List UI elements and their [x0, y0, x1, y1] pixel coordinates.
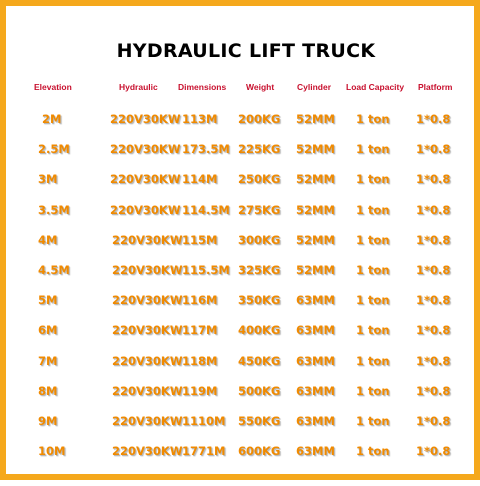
cell-elevation: 10M [38, 444, 66, 459]
cell-cylinder: 52MM [296, 142, 335, 157]
cell-dimensions: 1771M [182, 444, 226, 459]
cell-platform: 1*0.8 [416, 414, 451, 428]
cell-hydraulic: 220V30KW [110, 202, 181, 217]
cell-hydraulic: 220V30KW [110, 172, 181, 187]
cell-platform: 1*0.8 [416, 444, 451, 459]
cell-dimensions: 119M [182, 383, 218, 398]
header-cylinder: Cylinder [297, 82, 332, 92]
cell-dimensions: 116M [182, 293, 218, 308]
cell-elevation: 6M [38, 323, 58, 338]
cell-dimensions: 114M [182, 172, 218, 187]
cell-weight: 450KG [238, 353, 281, 368]
cell-weight: 550KG [238, 414, 281, 428]
cell-elevation: 3.5M [38, 202, 70, 217]
cell-dimensions: 115.5M [182, 263, 230, 277]
header-platform: Platform [418, 82, 453, 92]
cell-dimensions: 114.5M [182, 202, 230, 217]
cell-load-capacity: 1 ton [356, 112, 390, 126]
cell-weight: 600KG [238, 444, 281, 459]
cell-load-capacity: 1 ton [356, 293, 390, 308]
cell-platform: 1*0.8 [416, 112, 451, 126]
cell-cylinder: 52MM [296, 112, 335, 126]
cell-cylinder: 52MM [296, 172, 335, 187]
cell-elevation: 8M [38, 383, 58, 398]
cell-load-capacity: 1 ton [356, 263, 390, 277]
cell-platform: 1*0.8 [416, 353, 451, 368]
cell-elevation: 4.5M [38, 263, 70, 277]
cell-weight: 300KG [238, 232, 281, 247]
cell-elevation: 9M [38, 414, 58, 428]
cell-dimensions: 117M [182, 323, 218, 338]
cell-hydraulic: 220V30KW [112, 232, 183, 247]
cell-dimensions: 118M [182, 353, 218, 368]
header-hydraulic: Hydraulic [119, 82, 158, 92]
cell-load-capacity: 1 ton [356, 232, 390, 247]
cell-cylinder: 52MM [296, 202, 335, 217]
cell-cylinder: 52MM [296, 263, 335, 277]
cell-cylinder: 63MM [296, 353, 335, 368]
cell-hydraulic: 220V30KW [112, 263, 183, 277]
table-body [6, 6, 480, 486]
cell-cylinder: 63MM [296, 323, 335, 338]
cell-dimensions: 173.5M [182, 142, 230, 157]
cell-weight: 275KG [238, 202, 281, 217]
header-elevation: Elevation [34, 82, 72, 92]
cell-weight: 225KG [238, 142, 281, 157]
cell-cylinder: 63MM [296, 444, 335, 459]
cell-load-capacity: 1 ton [356, 353, 390, 368]
cell-cylinder: 63MM [296, 414, 335, 428]
cell-weight: 200KG [238, 112, 281, 126]
cell-hydraulic: 220V30KW [112, 414, 183, 428]
cell-hydraulic: 220V30KW [112, 293, 183, 308]
cell-weight: 350KG [238, 293, 281, 308]
cell-load-capacity: 1 ton [356, 383, 390, 398]
cell-dimensions: 115M [182, 232, 218, 247]
cell-elevation: 3M [38, 172, 58, 187]
cell-platform: 1*0.8 [416, 232, 451, 247]
cell-platform: 1*0.8 [416, 323, 451, 338]
header-load-capacity: Load Capacity [346, 82, 405, 92]
cell-dimensions: 113M [182, 112, 218, 126]
cell-weight: 325KG [238, 263, 281, 277]
cell-hydraulic: 220V30KW [112, 323, 183, 338]
cell-load-capacity: 1 ton [356, 202, 390, 217]
cell-elevation: 7M [38, 353, 58, 368]
cell-platform: 1*0.8 [416, 293, 451, 308]
cell-hydraulic: 220V30KW [112, 444, 183, 459]
cell-platform: 1*0.8 [416, 383, 451, 398]
cell-cylinder: 63MM [296, 293, 335, 308]
cell-elevation: 2.5M [38, 142, 70, 157]
cell-cylinder: 63MM [296, 383, 335, 398]
cell-load-capacity: 1 ton [356, 444, 390, 459]
header-weight: Weight [246, 82, 275, 92]
cell-platform: 1*0.8 [416, 263, 451, 277]
cell-load-capacity: 1 ton [356, 323, 390, 338]
header-dimensions: Dimensions [178, 82, 227, 92]
cell-hydraulic: 220V30KW [110, 112, 181, 126]
cell-elevation: 5M [38, 293, 58, 308]
cell-weight: 250KG [238, 172, 281, 187]
cell-elevation: 2M [42, 112, 62, 126]
page-title: HYDRAULIC LIFT TRUCK [116, 40, 376, 62]
cell-cylinder: 52MM [296, 232, 335, 247]
cell-load-capacity: 1 ton [356, 142, 390, 157]
cell-elevation: 4M [38, 232, 58, 247]
cell-platform: 1*0.8 [416, 202, 451, 217]
cell-load-capacity: 1 ton [356, 172, 390, 187]
cell-weight: 500KG [238, 383, 281, 398]
cell-platform: 1*0.8 [416, 142, 451, 157]
cell-weight: 400KG [238, 323, 281, 338]
cell-load-capacity: 1 ton [356, 414, 390, 428]
cell-dimensions: 1110M [182, 414, 226, 428]
cell-hydraulic: 220V30KW [112, 353, 183, 368]
cell-hydraulic: 220V30KW [112, 383, 183, 398]
cell-platform: 1*0.8 [416, 172, 451, 187]
cell-hydraulic: 220V30KW [110, 142, 181, 157]
